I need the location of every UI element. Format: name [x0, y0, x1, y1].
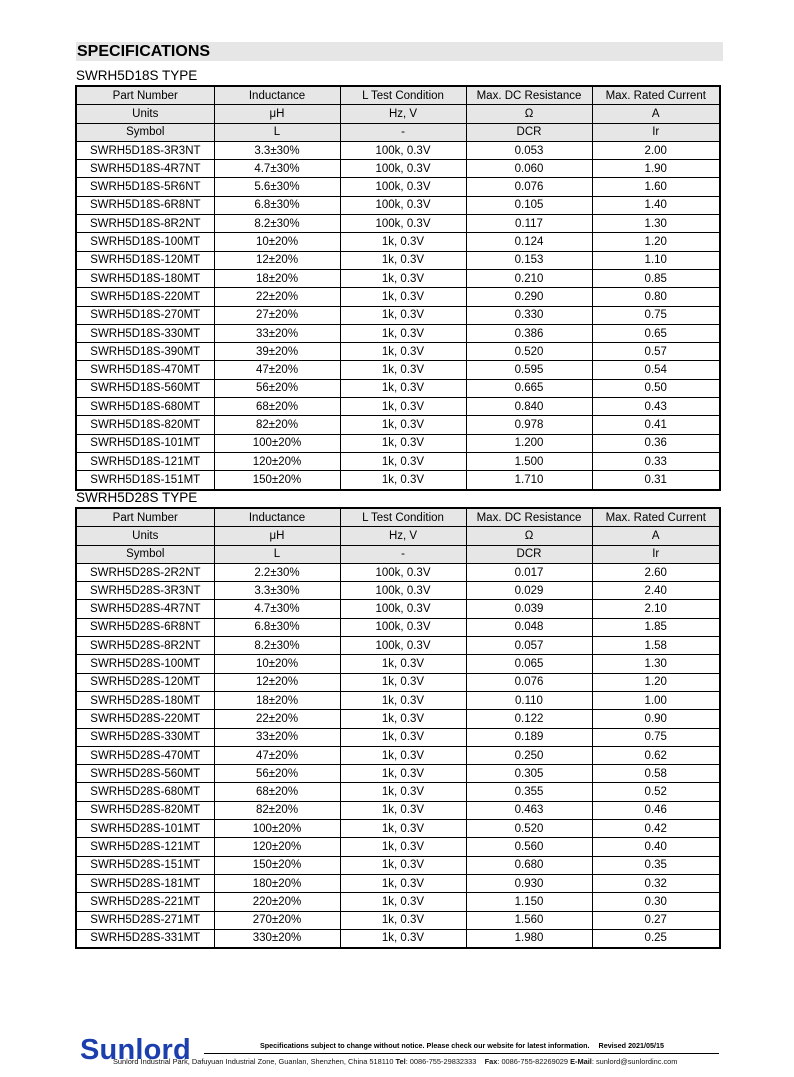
table-cell: 0.665 — [466, 379, 592, 397]
table-cell: 1k, 0.3V — [340, 288, 466, 306]
table-cell: 1k, 0.3V — [340, 856, 466, 874]
table-cell: 0.053 — [466, 141, 592, 159]
table-cell: SWRH5D28S-4R7NT — [76, 600, 214, 618]
units-cell: Hz, V — [340, 105, 466, 123]
table-cell: 6.8±30% — [214, 618, 340, 636]
table-cell: 3.3±30% — [214, 582, 340, 600]
table-cell: 1k, 0.3V — [340, 929, 466, 948]
tel-number: : 0086-755-29832333 — [405, 1057, 477, 1066]
table-cell: 1k, 0.3V — [340, 728, 466, 746]
table-cell: 1.710 — [466, 471, 592, 490]
table-2-type-label: SWRH5D28S TYPE — [76, 490, 198, 505]
table-row — [76, 911, 720, 929]
table-row — [76, 929, 720, 948]
table-cell: SWRH5D28S-3R3NT — [76, 582, 214, 600]
table-cell: 0.153 — [466, 251, 592, 269]
table-cell: 1k, 0.3V — [340, 361, 466, 379]
table-cell: 100k, 0.3V — [340, 600, 466, 618]
table-cell: 150±20% — [214, 856, 340, 874]
table-cell: SWRH5D28S-221MT — [76, 893, 214, 911]
sunlord-logo: Sunlord — [80, 1034, 191, 1066]
table-cell: 1.10 — [592, 251, 720, 269]
table-cell: 5.6±30% — [214, 178, 340, 196]
table-cell: 0.33 — [592, 452, 720, 470]
table-cell: 0.85 — [592, 269, 720, 287]
table-cell: 0.065 — [466, 655, 592, 673]
table-cell: 10±20% — [214, 655, 340, 673]
table-cell: 0.110 — [466, 691, 592, 709]
table-cell: SWRH5D18S-4R7NT — [76, 160, 214, 178]
table-cell: 0.32 — [592, 874, 720, 892]
units-row — [76, 105, 720, 123]
column-header: Max. Rated Current — [592, 86, 720, 105]
table-cell: 0.250 — [466, 746, 592, 764]
table-row — [76, 471, 720, 490]
table-cell: 0.076 — [466, 673, 592, 691]
table-cell: 2.2±30% — [214, 563, 340, 581]
table-cell: SWRH5D28S-680MT — [76, 783, 214, 801]
table-cell: SWRH5D28S-151MT — [76, 856, 214, 874]
footer-note — [260, 1041, 664, 1051]
table-cell: 0.560 — [466, 838, 592, 856]
table-cell: 330±20% — [214, 929, 340, 948]
column-header: Part Number — [76, 508, 214, 527]
symbol-cell: L — [214, 123, 340, 141]
table-row — [76, 600, 720, 618]
symbol-cell: Symbol — [76, 545, 214, 563]
table-cell: SWRH5D28S-100MT — [76, 655, 214, 673]
table-cell: 100k, 0.3V — [340, 618, 466, 636]
table-row — [76, 251, 720, 269]
table-cell: SWRH5D18S-151MT — [76, 471, 214, 490]
table-cell: 1.500 — [466, 452, 592, 470]
units-row — [76, 527, 720, 545]
table-row — [76, 856, 720, 874]
table-row — [76, 783, 720, 801]
table-cell: SWRH5D18S-100MT — [76, 233, 214, 251]
table-cell: 39±20% — [214, 343, 340, 361]
table-cell: 0.25 — [592, 929, 720, 948]
table-row — [76, 765, 720, 783]
table-cell: 4.7±30% — [214, 160, 340, 178]
table-row — [76, 728, 720, 746]
symbol-cell: Ir — [592, 123, 720, 141]
table-cell: SWRH5D28S-6R8NT — [76, 618, 214, 636]
table-cell: 1k, 0.3V — [340, 343, 466, 361]
table-cell: 100k, 0.3V — [340, 178, 466, 196]
table-cell: 33±20% — [214, 728, 340, 746]
column-header: Max. DC Resistance — [466, 508, 592, 527]
units-cell: Hz, V — [340, 527, 466, 545]
table-cell: 0.42 — [592, 820, 720, 838]
table-cell: SWRH5D18S-101MT — [76, 434, 214, 452]
table-cell: 0.36 — [592, 434, 720, 452]
table-cell: 0.029 — [466, 582, 592, 600]
table-cell: 1.30 — [592, 655, 720, 673]
table-cell: 0.355 — [466, 783, 592, 801]
table-cell: 1k, 0.3V — [340, 746, 466, 764]
table-cell: 150±20% — [214, 471, 340, 490]
table-row — [76, 746, 720, 764]
table-row — [76, 141, 720, 159]
fax-label: Fax — [484, 1057, 498, 1066]
table-1-type-label: SWRH5D18S TYPE — [76, 68, 198, 83]
table-cell: 12±20% — [214, 251, 340, 269]
table-cell: 68±20% — [214, 783, 340, 801]
table-cell: 1.200 — [466, 434, 592, 452]
table-cell: 0.017 — [466, 563, 592, 581]
table-cell: 0.27 — [592, 911, 720, 929]
table-row — [76, 452, 720, 470]
table-row — [76, 618, 720, 636]
table-cell: 22±20% — [214, 710, 340, 728]
table-cell: 180±20% — [214, 874, 340, 892]
table-cell: 100k, 0.3V — [340, 196, 466, 214]
table-row — [76, 288, 720, 306]
table-row — [76, 801, 720, 819]
table-cell: SWRH5D18S-121MT — [76, 452, 214, 470]
table-cell: SWRH5D18S-180MT — [76, 269, 214, 287]
symbol-cell: - — [340, 545, 466, 563]
table-cell: SWRH5D18S-820MT — [76, 416, 214, 434]
table-cell: 100k, 0.3V — [340, 563, 466, 581]
table-cell: 100±20% — [214, 434, 340, 452]
table-cell: 100k, 0.3V — [340, 215, 466, 233]
table-cell: 270±20% — [214, 911, 340, 929]
table-cell: 1k, 0.3V — [340, 911, 466, 929]
table-cell: 0.057 — [466, 637, 592, 655]
table-cell: 1k, 0.3V — [340, 269, 466, 287]
column-header: Inductance — [214, 508, 340, 527]
table-cell: 1k, 0.3V — [340, 452, 466, 470]
table-cell: 1k, 0.3V — [340, 691, 466, 709]
table-cell: 10±20% — [214, 233, 340, 251]
table-cell: 47±20% — [214, 361, 340, 379]
table-cell: 18±20% — [214, 691, 340, 709]
table-cell: 0.189 — [466, 728, 592, 746]
table-cell: SWRH5D18S-3R3NT — [76, 141, 214, 159]
table-cell: SWRH5D18S-220MT — [76, 288, 214, 306]
table-cell: 100k, 0.3V — [340, 160, 466, 178]
table-row — [76, 306, 720, 324]
table-cell: SWRH5D18S-330MT — [76, 324, 214, 342]
table-cell: 1.85 — [592, 618, 720, 636]
table-row — [76, 233, 720, 251]
table-cell: SWRH5D28S-8R2NT — [76, 637, 214, 655]
table-cell: SWRH5D28S-101MT — [76, 820, 214, 838]
table-row — [76, 673, 720, 691]
table-cell: 0.90 — [592, 710, 720, 728]
table-cell: 2.60 — [592, 563, 720, 581]
table-cell: SWRH5D28S-180MT — [76, 691, 214, 709]
table-row — [76, 361, 720, 379]
table-cell: SWRH5D28S-330MT — [76, 728, 214, 746]
table-cell: 1.560 — [466, 911, 592, 929]
table-cell: 0.54 — [592, 361, 720, 379]
table-cell: SWRH5D18S-560MT — [76, 379, 214, 397]
section-title: SPECIFICATIONS — [76, 42, 723, 61]
column-header: L Test Condition — [340, 508, 466, 527]
table-row — [76, 820, 720, 838]
table-row — [76, 324, 720, 342]
table-cell: 1k, 0.3V — [340, 874, 466, 892]
table-row — [76, 874, 720, 892]
table-cell: 47±20% — [214, 746, 340, 764]
table-cell: SWRH5D18S-470MT — [76, 361, 214, 379]
symbol-cell: DCR — [466, 123, 592, 141]
table-cell: 0.595 — [466, 361, 592, 379]
revision-date: Revised 2021/05/15 — [598, 1041, 665, 1050]
table-cell: 1k, 0.3V — [340, 893, 466, 911]
column-header: Inductance — [214, 86, 340, 105]
table-cell: 1.40 — [592, 196, 720, 214]
table-cell: 100k, 0.3V — [340, 582, 466, 600]
table-cell: 2.00 — [592, 141, 720, 159]
table-cell: SWRH5D18S-6R8NT — [76, 196, 214, 214]
footer-contact — [113, 1057, 677, 1067]
table-cell: 1k, 0.3V — [340, 820, 466, 838]
table-row — [76, 838, 720, 856]
table-cell: 22±20% — [214, 288, 340, 306]
table-cell: 18±20% — [214, 269, 340, 287]
table-cell: 33±20% — [214, 324, 340, 342]
footer-divider — [204, 1053, 719, 1054]
table-row — [76, 215, 720, 233]
table-cell: 0.57 — [592, 343, 720, 361]
table-cell: SWRH5D28S-470MT — [76, 746, 214, 764]
table-row — [76, 379, 720, 397]
table-cell: 0.076 — [466, 178, 592, 196]
table-cell: 1k, 0.3V — [340, 471, 466, 490]
table-row — [76, 196, 720, 214]
table-cell: 27±20% — [214, 306, 340, 324]
table-row — [76, 416, 720, 434]
table-cell: 0.75 — [592, 728, 720, 746]
table-row — [76, 160, 720, 178]
table-cell: 0.039 — [466, 600, 592, 618]
table-cell: SWRH5D28S-121MT — [76, 838, 214, 856]
table-cell: 1k, 0.3V — [340, 398, 466, 416]
symbol-row — [76, 545, 720, 563]
table-cell: SWRH5D28S-560MT — [76, 765, 214, 783]
units-cell: A — [592, 527, 720, 545]
spec-table-swrh5d18s — [75, 85, 721, 491]
table-row — [76, 582, 720, 600]
table-cell: 0.930 — [466, 874, 592, 892]
table-cell: SWRH5D28S-2R2NT — [76, 563, 214, 581]
table-cell: SWRH5D18S-270MT — [76, 306, 214, 324]
table-cell: 1.150 — [466, 893, 592, 911]
table-cell: 0.35 — [592, 856, 720, 874]
table-cell: 1k, 0.3V — [340, 379, 466, 397]
table-cell: 8.2±30% — [214, 637, 340, 655]
table-cell: 1.980 — [466, 929, 592, 948]
email-label: E-Mail — [570, 1057, 592, 1066]
table-cell: 1k, 0.3V — [340, 655, 466, 673]
table-cell: 1.30 — [592, 215, 720, 233]
table-cell: 82±20% — [214, 416, 340, 434]
table-cell: SWRH5D28S-181MT — [76, 874, 214, 892]
spec-table-swrh5d28s — [75, 507, 721, 949]
table-row — [76, 343, 720, 361]
column-header: L Test Condition — [340, 86, 466, 105]
table-cell: 120±20% — [214, 838, 340, 856]
table-cell: 120±20% — [214, 452, 340, 470]
table-cell: 6.8±30% — [214, 196, 340, 214]
table-cell: 0.30 — [592, 893, 720, 911]
table-row — [76, 269, 720, 287]
table-row — [76, 563, 720, 581]
table-cell: 0.46 — [592, 801, 720, 819]
table-cell: 1.60 — [592, 178, 720, 196]
table-cell: 1k, 0.3V — [340, 306, 466, 324]
table-cell: 1k, 0.3V — [340, 765, 466, 783]
symbol-cell: Symbol — [76, 123, 214, 141]
table-cell: 1k, 0.3V — [340, 783, 466, 801]
table-cell: 12±20% — [214, 673, 340, 691]
column-header: Max. DC Resistance — [466, 86, 592, 105]
table-cell: 3.3±30% — [214, 141, 340, 159]
table-cell: 0.50 — [592, 379, 720, 397]
symbol-cell: DCR — [466, 545, 592, 563]
table-cell: SWRH5D18S-680MT — [76, 398, 214, 416]
table-cell: 0.43 — [592, 398, 720, 416]
table-cell: 0.978 — [466, 416, 592, 434]
table-cell: 0.122 — [466, 710, 592, 728]
table-row — [76, 893, 720, 911]
table-cell: 8.2±30% — [214, 215, 340, 233]
table-row — [76, 710, 720, 728]
company-address: Sunlord Industrial Park, Dafuyuan Industrial Zone, Guanlan, Shenzhen, China 518110 — [113, 1057, 394, 1066]
table-row — [76, 434, 720, 452]
table-cell: 100k, 0.3V — [340, 141, 466, 159]
table-row — [76, 398, 720, 416]
table-cell: 1k, 0.3V — [340, 416, 466, 434]
symbol-cell: Ir — [592, 545, 720, 563]
table-cell: 0.75 — [592, 306, 720, 324]
table-row — [76, 655, 720, 673]
table-cell: 1k, 0.3V — [340, 434, 466, 452]
table-cell: 1.58 — [592, 637, 720, 655]
table-cell: 0.048 — [466, 618, 592, 636]
table-cell: 56±20% — [214, 765, 340, 783]
table-cell: 0.520 — [466, 343, 592, 361]
table-cell: 0.520 — [466, 820, 592, 838]
units-cell: Units — [76, 105, 214, 123]
table-cell: 2.40 — [592, 582, 720, 600]
table-cell: 0.65 — [592, 324, 720, 342]
table-cell: 0.386 — [466, 324, 592, 342]
table-cell: 1k, 0.3V — [340, 801, 466, 819]
table-cell: SWRH5D28S-120MT — [76, 673, 214, 691]
table-row — [76, 691, 720, 709]
units-cell: Ω — [466, 527, 592, 545]
table-cell: 0.105 — [466, 196, 592, 214]
table-cell: 82±20% — [214, 801, 340, 819]
table-cell: 0.31 — [592, 471, 720, 490]
table-cell: SWRH5D18S-390MT — [76, 343, 214, 361]
table-cell: 0.40 — [592, 838, 720, 856]
table-cell: 2.10 — [592, 600, 720, 618]
table-cell: 0.290 — [466, 288, 592, 306]
table-cell: 1k, 0.3V — [340, 324, 466, 342]
table-cell: 4.7±30% — [214, 600, 340, 618]
table-cell: 1k, 0.3V — [340, 251, 466, 269]
table-cell: 1.90 — [592, 160, 720, 178]
email-address: : sunlord@sunlordinc.com — [591, 1057, 678, 1066]
table-cell: SWRH5D28S-820MT — [76, 801, 214, 819]
table-cell: 100±20% — [214, 820, 340, 838]
tel-label: Tel — [395, 1057, 406, 1066]
table-cell: SWRH5D18S-120MT — [76, 251, 214, 269]
table-cell: 0.52 — [592, 783, 720, 801]
table-cell: 220±20% — [214, 893, 340, 911]
table-cell: SWRH5D18S-8R2NT — [76, 215, 214, 233]
table-cell: 0.840 — [466, 398, 592, 416]
table-cell: 1k, 0.3V — [340, 838, 466, 856]
table-cell: 0.80 — [592, 288, 720, 306]
table-header-row — [76, 86, 720, 105]
table-cell: 0.62 — [592, 746, 720, 764]
fax-number: : 0086-755-82269029 — [497, 1057, 569, 1066]
table-cell: 0.210 — [466, 269, 592, 287]
table-cell: 1k, 0.3V — [340, 233, 466, 251]
table-cell: 0.58 — [592, 765, 720, 783]
table-cell: 1.20 — [592, 233, 720, 251]
table-cell: 1k, 0.3V — [340, 710, 466, 728]
table-row — [76, 637, 720, 655]
units-cell: Units — [76, 527, 214, 545]
symbol-cell: - — [340, 123, 466, 141]
table-cell: 0.680 — [466, 856, 592, 874]
disclaimer-text: Specifications subject to change without notice. Please check our website for latest information. — [260, 1041, 590, 1050]
table-cell: SWRH5D28S-271MT — [76, 911, 214, 929]
table-cell: 0.41 — [592, 416, 720, 434]
table-cell: 1.00 — [592, 691, 720, 709]
table-cell: 0.060 — [466, 160, 592, 178]
table-cell: 1.20 — [592, 673, 720, 691]
units-cell: μH — [214, 527, 340, 545]
table-cell: SWRH5D18S-5R6NT — [76, 178, 214, 196]
table-cell: 0.117 — [466, 215, 592, 233]
units-cell: Ω — [466, 105, 592, 123]
units-cell: A — [592, 105, 720, 123]
table-cell: 0.463 — [466, 801, 592, 819]
table-row — [76, 178, 720, 196]
table-cell: 68±20% — [214, 398, 340, 416]
table-cell: 0.124 — [466, 233, 592, 251]
symbol-row — [76, 123, 720, 141]
symbol-cell: L — [214, 545, 340, 563]
table-cell: 56±20% — [214, 379, 340, 397]
table-cell: 1k, 0.3V — [340, 673, 466, 691]
table-cell: SWRH5D28S-331MT — [76, 929, 214, 948]
table-cell: SWRH5D28S-220MT — [76, 710, 214, 728]
column-header: Part Number — [76, 86, 214, 105]
units-cell: μH — [214, 105, 340, 123]
table-cell: 0.305 — [466, 765, 592, 783]
table-cell: 100k, 0.3V — [340, 637, 466, 655]
table-cell: 0.330 — [466, 306, 592, 324]
column-header: Max. Rated Current — [592, 508, 720, 527]
table-header-row — [76, 508, 720, 527]
